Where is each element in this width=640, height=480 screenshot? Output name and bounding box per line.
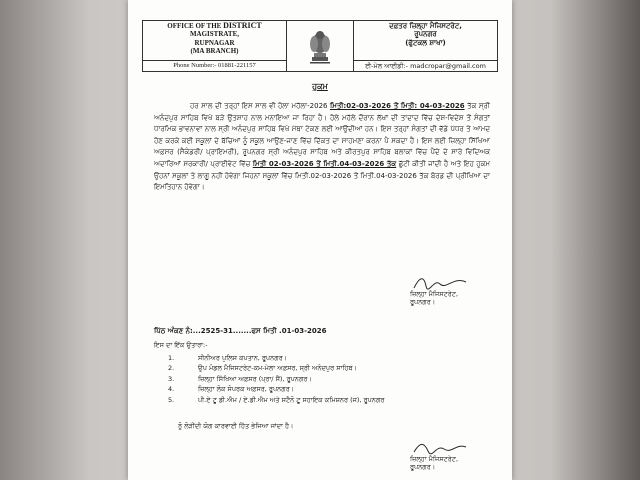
body-part-2: ਤੱਕ ਸ੍ਰੀ ਅਨੰਦਪੁਰ ਸਾਹਿਬ ਵਿਖੇ ਬੜੇ ਉਤਸ਼ਾਹ ਨਾਲ ਮਨਾਇਆ ਜਾ ਰਿਹਾ ਹੈ। ਹੋਲੇ ਮਹੱਲੇ ਦੌਰਾਨ ਲੱਖਾਂ ਦੀ ਤਾਦਾਦ ਵਿੱਚ ਦੇਸ਼-ਵਿਦੇਸ਼ ਤੋਂ ਸੰਗਤਾਂ ਧਾਰਮਿਕ ਭਾਵਨਾਵਾਂ ਨਾਲ ਸ੍ਰੀ ਅਨੰਦਪੁਰ ਸਾਹਿਬ ਵਿਖੇ ਮੱਥਾ ਟੇਕਣ ਲਈ ਆਉਂਦੀਆਂ ਹਨ। ਇਸ ਤਰ੍ਹਾਂ ਸੰਗਤਾਂ ਦੀ ਵੱਡੇ ਪੱਧਰ ਤੇ ਆਮਦ ਹੋਣ ਕਰਕੇ ਕਈ ਸਕੂਲਾਂ ਦੇ ਬੱਚਿਆਂ ਨੂੰ ਸਕੂਲ ਆਉਣ-ਜਾਣ ਵਿੱਚ ਦਿੱਕਤ ਦਾ ਸਾਹਮਣਾ ਕਰਨਾ ਪੈ ਸਕਦਾ ਹੈ। ਇਸ ਲਈ ਜ਼ਿਲ੍ਹਾ ਸਿੱਖਿਆ ਅਫ਼ਸਰ (ਸੈਕੰਡਰੀ/ ਪ੍ਰਾਇਮਰੀ), ਰੂਪਨਗਰ ਸ੍ਰੀ ਅਨੰਦਪੁਰ ਸਾਹਿਬ ਅਤੇ ਕੀਰਤਪੁਰ ਸਾਹਿਬ ਬਲਾਕਾਂ ਵਿੱਚ ਪੈਂਦੇ ਦੇ ਸਾਰੇ ਵਿਦਿਅਕ ਅਦਾਰਿਆਂ ਸਰਕਾਰੀ/ ਪ੍ਰਾਈਵੇਟ ਵਿੱਚ	[154, 102, 490, 168]
state-emblem-icon	[287, 21, 354, 71]
body-part-1: ਹਰ ਸਾਲ ਦੀ ਤਰ੍ਹਾਂ ਇਸ ਸਾਲ ਵੀ ਹੋਲਾ ਮਹੱਲਾ-2026	[190, 102, 330, 110]
office-line-suffix: MAGISTRATE,	[189, 30, 240, 39]
list-item: 4. ਜ਼ਿਲ੍ਹਾ ਲੋਕ ਸੰਪਰਕ ਅਫ਼ਸਰ, ਰੂਪਨਗਰ।	[168, 385, 295, 394]
list-item: 2. ਉਪ ਮੰਡਲ ਮੈਜਿਸਟਰੇਟ-ਕਮ-ਮੇਲਾ ਅਫ਼ਸਰ, ਸ੍ਰੀ ਅਨੰਦਪੁਰ ਸਾਹਿਬ।	[168, 364, 357, 373]
list-item: 1. ਸੀਨੀਅਰ ਪੁਲਿਸ ਕਪਤਾਨ, ਰੂਪਨਗਰ।	[168, 354, 288, 362]
copy-recipient-list	[168, 353, 488, 405]
office-email: ਈ-ਮੇਲ ਆਈਡੀ:- madcropar@gmail.com	[354, 60, 497, 71]
office-line-district: DISTRICT	[223, 21, 262, 30]
office-city-punjabi: ਰੂਪਨਗਰ	[414, 30, 437, 39]
signatory-title: ਜ਼ਿਲ੍ਹਾ ਮੈਜਿਸਟਰੇਟ,	[410, 290, 459, 298]
office-line-prefix: OFFICE OF THE	[167, 22, 224, 30]
document-title: ਹੁਕਮ	[312, 82, 328, 91]
list-item: 5. ਪੀ.ਏ ਟੂ ਡੀ.ਐਮ / ਏ.ਡੀ.ਐਮ ਅਤੇ ਸਟੈਨੋ ਟੂ ਸਹਾਇਕ ਕਮਿਸ਼ਨਰ (ਜ), ਰੂਪਨਗਰ	[168, 395, 385, 404]
signatory-place: ਰੂਪਨਗਰ।	[410, 298, 436, 306]
letterhead	[142, 20, 498, 72]
body-part-3: ਛੁੱਟੀ ਕੀਤੀ ਜਾਂਦੀ ਹੈ ਅਤੇ ਇਹ ਹੁਕਮ ਉਹਨਾਂ ਸਕੂਲਾਂ ਤੇ ਲਾਗੂ ਨਹੀਂ ਹੋਵੇਗਾ ਜਿਹਨਾਂ ਸਕੂਲਾਂ ਵਿੱਚ ਮਿਤੀ.02-03-2026 ਤੋਂ ਮਿਤੀ.04-03-2026 ਤੱਕ ਬੋਰਡ ਦੀ ਪ੍ਰੀਖਿਆ ਦਾ ਇਮਤਿਹਾਨ ਹੋਵੇਗਾ।	[154, 159, 490, 192]
office-branch: (MA BRANCH)	[190, 47, 239, 56]
endorsement-number: ਪਿੱਠ ਅੰਕਣ ਨੰ:...2525-31.......ਫਸ ਮਿਤੀ .01-03-2026	[154, 327, 327, 335]
order-document	[128, 0, 512, 480]
office-city: RUPNAGAR	[194, 38, 235, 47]
order-body	[154, 101, 490, 194]
signatory-title: ਜ਼ਿਲ੍ਹਾ ਮੈਜਿਸਟਰੇਟ,	[410, 455, 459, 463]
closure-date-range: ਮਿਤੀ 02-03-2026 ਤੋਂ ਮਿਤੀ.04-03-2026 ਤੱਕ	[252, 159, 397, 168]
signature-scribble	[410, 440, 470, 456]
office-branch-punjabi: (ਫੁੱਟਕਲ ਸ਼ਾਖਾ)	[405, 38, 446, 47]
forwarding-note: ਨੂੰ ਲੋੜੀਂਦੀ ਯੋਗ ਕਾਰਵਾਈ ਹਿੱਤ ਭੇਜਿਆ ਜਾਂਦਾ ਹੈ।	[178, 422, 294, 430]
signatory-place: ਰੂਪਨਗਰ।	[410, 463, 436, 471]
letterhead-english	[143, 21, 287, 71]
signature-block-2	[410, 455, 458, 471]
signature-block-1	[410, 290, 458, 306]
office-phone: Phone Number:- 01881-221157	[143, 60, 286, 71]
list-item: 3. ਜ਼ਿਲ੍ਹਾ ਸਿੱਖਿਆ ਅਫ਼ਸਰ (ਪ੍ਰਾ/ ਸੈਂ), ਰੂਪਨਗਰ।	[168, 374, 312, 383]
office-name-punjabi: ਦਫ਼ਤਰ ਜ਼ਿਲ੍ਹਾ ਮੈਜਿਸਟਰੇਟ,	[389, 22, 462, 30]
letterhead-punjabi	[354, 21, 497, 71]
holiday-date-range: ਮਿਤੀ:02-03-2026 ਤੋਂ ਮਿਤੀ: 04-03-2026	[329, 102, 465, 110]
copy-heading: ਇਸ ਦਾ ਇੱਕ ਉਤਾਰਾ:-	[154, 341, 208, 349]
